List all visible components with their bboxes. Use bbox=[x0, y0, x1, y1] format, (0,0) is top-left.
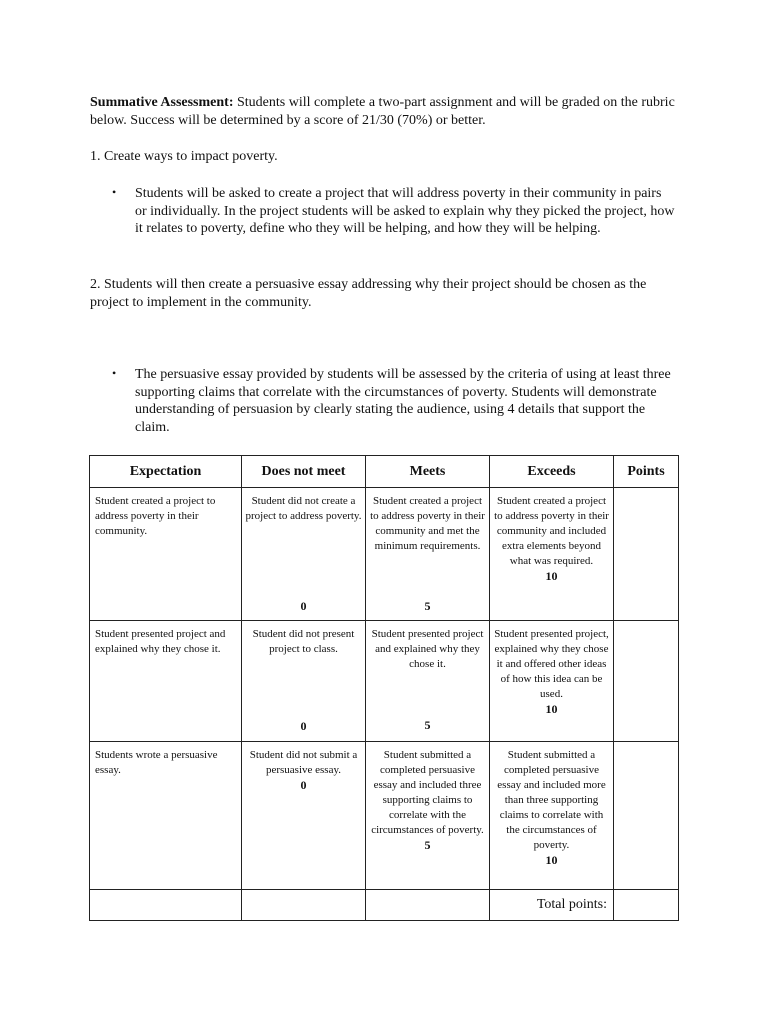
points-cell bbox=[614, 742, 678, 889]
points-value: 5 bbox=[424, 838, 431, 852]
header-expectation: Expectation bbox=[90, 456, 242, 488]
bullet-dot-icon: • bbox=[112, 185, 117, 199]
part2-bullet-text: The persuasive essay provided by students will be assessed by the criteria of using at least three supporting claims that correlate with the circumstances of poverty. Students will demonstrate understanding of persuasion by clearly stating the audience, using 4 details that support the claim. bbox=[135, 367, 671, 435]
part1-heading: 1. Create ways to impact poverty. bbox=[90, 149, 278, 164]
header-points: Points bbox=[614, 456, 679, 488]
criteria-text: Student presented project, explained why they chose it and offered other ideas of how this idea can be used. bbox=[494, 628, 609, 700]
criteria-text: Student did not present project to class. bbox=[252, 628, 355, 655]
criteria-text: Student did not create a project to address poverty. bbox=[245, 495, 362, 522]
exceeds-cell bbox=[490, 742, 613, 889]
points-cell bbox=[614, 621, 678, 741]
meets-cell bbox=[366, 742, 489, 889]
criteria-text: Student created a project to address poverty in their community and met the minimum requirements. bbox=[370, 495, 485, 552]
points-value: 5 bbox=[424, 718, 431, 732]
intro-label: Summative Assessment: bbox=[90, 95, 234, 110]
does-not-meet-cell bbox=[242, 621, 365, 741]
rubric-table bbox=[89, 455, 679, 921]
part1-bullet-text: Students will be asked to create a project that will address poverty in their community in pairs or individually. In the project students will be asked to explain why they picked the project, how it relates to poverty, define who they will be helping, and how they will be helping. bbox=[135, 186, 675, 236]
table-row bbox=[90, 488, 679, 621]
points-value: 0 bbox=[300, 719, 307, 733]
intro-paragraph bbox=[90, 94, 680, 129]
points-value: 0 bbox=[300, 599, 307, 613]
empty-cell bbox=[242, 890, 366, 921]
total-row bbox=[90, 890, 679, 921]
meets-cell bbox=[366, 488, 489, 620]
exceeds-cell bbox=[490, 488, 613, 620]
header-meets: Meets bbox=[366, 456, 490, 488]
expectation-cell: Student created a project to address poverty in their community. bbox=[95, 495, 216, 537]
points-value: 5 bbox=[424, 599, 431, 613]
points-cell bbox=[614, 488, 678, 620]
rubric-header-row bbox=[90, 456, 679, 488]
points-value: 10 bbox=[545, 702, 558, 716]
empty-cell bbox=[90, 890, 242, 921]
intro-text: Students will complete a two-part assignment and will be graded on the rubric below. Success will be determined by a score of 21/30 (70%) or better. bbox=[90, 95, 675, 128]
total-points-value bbox=[614, 890, 678, 896]
criteria-text: Student presented project and explained why they chose it. bbox=[371, 628, 484, 670]
empty-cell bbox=[366, 890, 490, 921]
points-value: 10 bbox=[545, 569, 558, 583]
does-not-meet-cell bbox=[242, 488, 365, 620]
exceeds-cell bbox=[490, 621, 613, 741]
header-does-not-meet: Does not meet bbox=[242, 456, 366, 488]
expectation-cell: Student presented project and explained why they chose it. bbox=[95, 628, 226, 655]
criteria-text: Student did not submit a persuasive essay. bbox=[249, 749, 358, 776]
expectation-cell: Students wrote a persuasive essay. bbox=[95, 749, 218, 776]
points-value: 10 bbox=[545, 853, 558, 867]
criteria-text: Student submitted a completed persuasive essay and included more than three supporting claims to correlate with the circumstances of poverty. bbox=[497, 749, 606, 851]
bullet-dot-icon: • bbox=[112, 366, 117, 380]
table-row bbox=[90, 742, 679, 890]
table-row bbox=[90, 621, 679, 742]
points-value: 0 bbox=[300, 778, 307, 792]
criteria-text: Student submitted a completed persuasive essay and included three supporting claims to correlate with the circumstances of poverty. bbox=[371, 749, 484, 836]
header-exceeds: Exceeds bbox=[490, 456, 614, 488]
criteria-text: Student created a project to address poverty in their community and included extra elements beyond what was required. bbox=[494, 495, 609, 567]
total-points-label: Total points: bbox=[536, 897, 607, 912]
part2-heading: 2. Students will then create a persuasive essay addressing why their project should be chosen as the project to implement in the community. bbox=[90, 277, 647, 310]
does-not-meet-cell bbox=[242, 742, 365, 889]
meets-cell bbox=[366, 621, 489, 741]
